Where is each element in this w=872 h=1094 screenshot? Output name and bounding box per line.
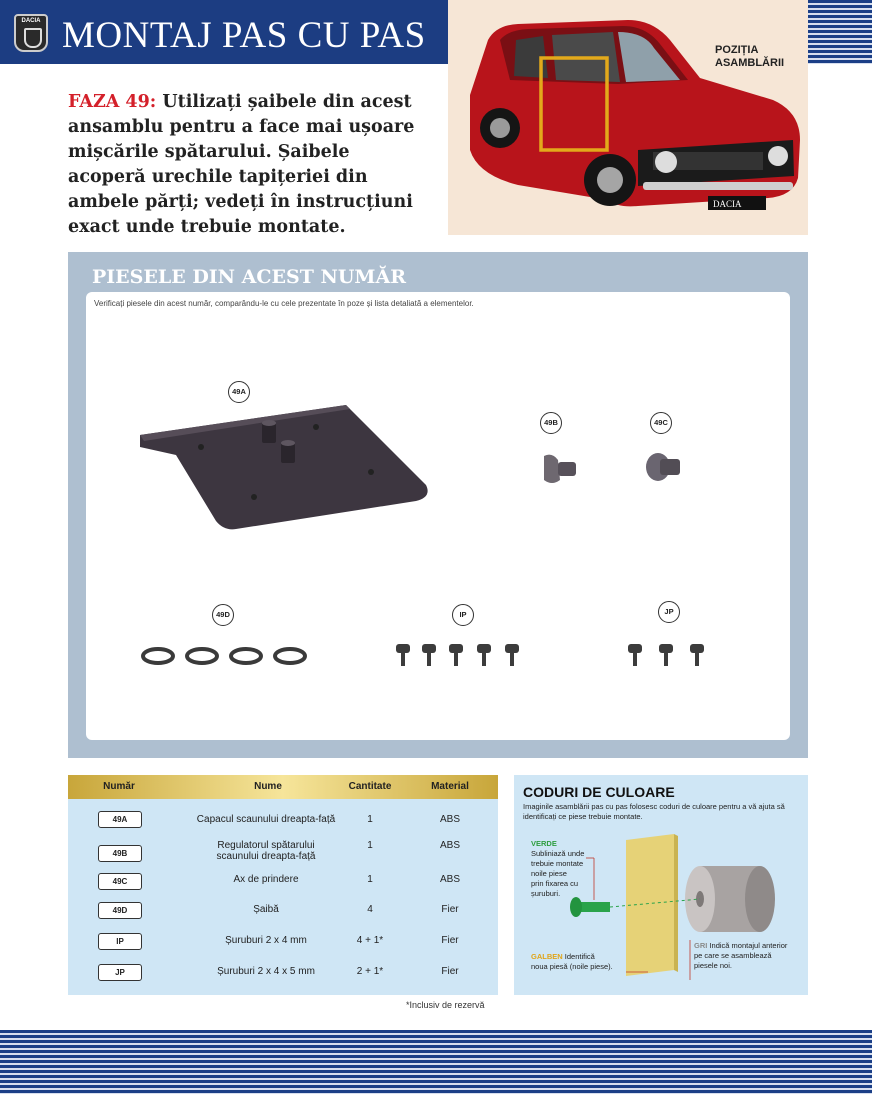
parts-note: Verificați piesele din acest număr, comparându-le cu cele prezentate în poze și lista detaliată a elementelor.	[94, 299, 474, 308]
parts-title: PIESELE DIN ACEST NUMĂR	[92, 266, 406, 288]
color-codes-description: Imaginile asamblării pas cu pas folosesc coduri de culoare pentru a vă ajuta să identificați ce piese trebuie montate.	[523, 802, 785, 821]
color-codes-title: CODURI DE CULOARE	[523, 784, 675, 800]
part-jp-screws	[626, 642, 716, 670]
part-tag-jp: JP	[658, 601, 680, 623]
page-title: MONTAJ PAS CU PAS	[62, 15, 426, 56]
part-tag-49d: 49D	[212, 604, 234, 626]
dacia-logo: DACIA	[14, 14, 48, 52]
yellow-legend: GALBEN Identifică noua piesă (noile piese).	[531, 952, 613, 971]
part-49a-plate	[136, 397, 436, 532]
part-tag-49c: 49C	[650, 412, 672, 434]
color-codes-panel	[514, 775, 808, 995]
car-illustration	[448, 0, 808, 235]
license-plate: DACIA	[713, 199, 742, 209]
car-photo	[448, 0, 808, 235]
grey-legend: GRI Indică montajul anterior pe care se asamblează piesele noi.	[694, 941, 788, 970]
part-49d-washers	[140, 645, 312, 667]
parts-box	[86, 292, 790, 740]
part-ip-screws	[394, 642, 524, 670]
phase-text: Utilizați șaibele din acest ansamblu pentru a face mai ușoare mișcările spătarului. Șaibele acoperă urechile tapițeriei din ambele părți; vedeți în instrucțiuni exact unde trebuie montate.	[68, 92, 415, 237]
parts-section	[68, 252, 808, 758]
footer-stripes	[0, 1030, 872, 1094]
table-footnote: *Inclusiv de rezervă	[406, 1000, 485, 1010]
part-tag-49a: 49A	[228, 381, 250, 403]
assembly-position-label: POZIȚIA ASAMBLĂRII	[715, 44, 785, 69]
part-tag-49b: 49B	[540, 412, 562, 434]
part-tag-ip: IP	[452, 604, 474, 626]
phase-number: FAZA 49:	[68, 92, 157, 112]
part-49c-axle	[644, 450, 684, 484]
parts-table: Număr Nume Cantitate Material 49A Capacul scaunului dreapta-față 1 ABS 49B Regulatorul spătarului scaunului dreapta-față 1 ABS 49C Ax de prindere 1 ABS 49D Șaibă 4 Fier IP Șuruburi 2 x 4 mm 4 + 1* Fier JP Șuruburi 2 x 4 x 5 mm 2 + 1* Fier	[68, 775, 498, 995]
table-header: Număr Nume Cantitate Material	[68, 775, 498, 799]
phase-instructions	[68, 90, 428, 240]
part-49b-regulator	[538, 450, 580, 488]
green-legend: VERDE Subliniază unde trebuie montate noile piese prin fixarea cu șuruburi.	[531, 839, 585, 898]
